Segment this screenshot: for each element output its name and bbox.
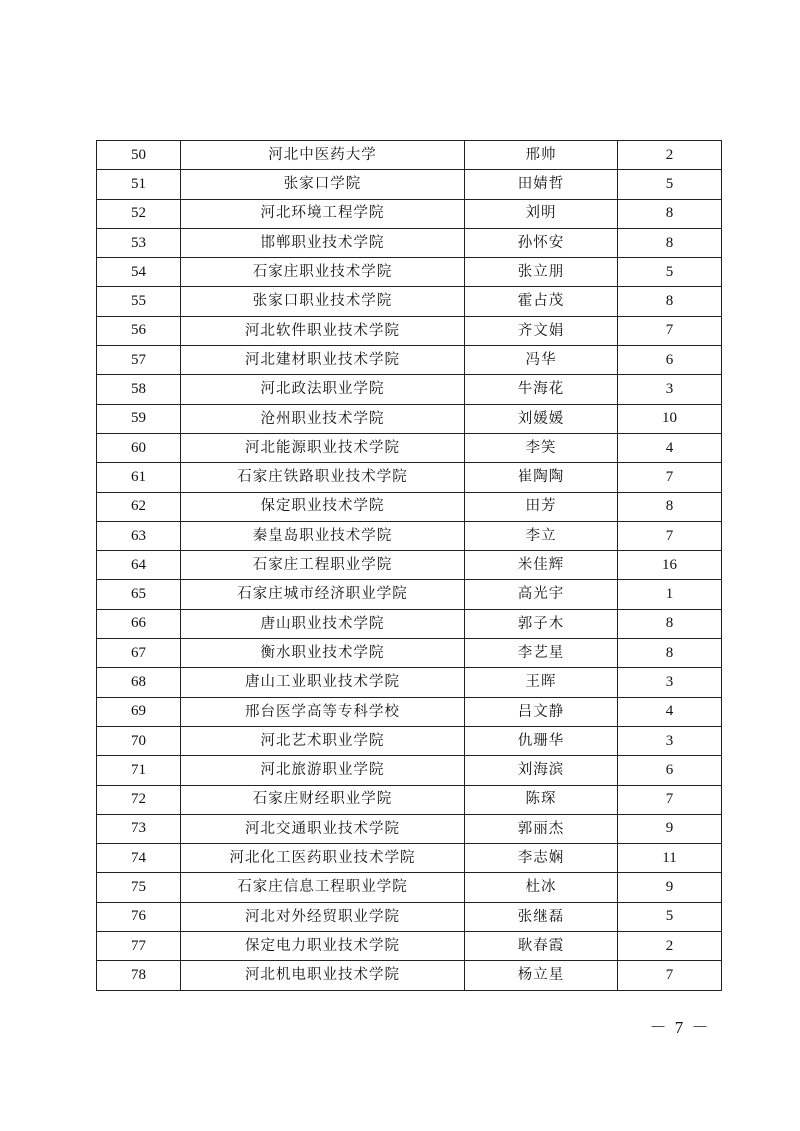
- row-number-cell: 51: [97, 170, 181, 199]
- row-number-cell: 67: [97, 639, 181, 668]
- school-name-cell: 河北政法职业学院: [181, 375, 465, 404]
- row-number-cell: 50: [97, 141, 181, 170]
- school-name-cell: 河北中医药大学: [181, 141, 465, 170]
- contact-person-cell: 杨立星: [465, 961, 618, 990]
- table-row: [97, 932, 722, 961]
- table-row: [97, 258, 722, 287]
- school-name-cell: 河北环境工程学院: [181, 199, 465, 228]
- count-cell: 11: [618, 844, 722, 873]
- table-row: [97, 902, 722, 931]
- row-number-cell: 64: [97, 551, 181, 580]
- count-cell: 6: [618, 756, 722, 785]
- contact-person-cell: 田婧哲: [465, 170, 618, 199]
- contact-person-cell: 李立: [465, 521, 618, 550]
- school-name-cell: 河北化工医药职业技术学院: [181, 844, 465, 873]
- school-name-cell: 河北艺术职业学院: [181, 726, 465, 755]
- row-number-cell: 74: [97, 844, 181, 873]
- contact-person-cell: 李笑: [465, 433, 618, 462]
- row-number-cell: 77: [97, 932, 181, 961]
- row-number-cell: 69: [97, 697, 181, 726]
- count-cell: 5: [618, 258, 722, 287]
- row-number-cell: 70: [97, 726, 181, 755]
- table-row: [97, 668, 722, 697]
- count-cell: 4: [618, 433, 722, 462]
- contact-person-cell: 耿春霞: [465, 932, 618, 961]
- row-number-cell: 62: [97, 492, 181, 521]
- row-number-cell: 59: [97, 404, 181, 433]
- school-name-cell: 唐山工业职业技术学院: [181, 668, 465, 697]
- table-row: [97, 814, 722, 843]
- contact-person-cell: 郭丽杰: [465, 814, 618, 843]
- row-number-cell: 57: [97, 346, 181, 375]
- table-row: [97, 170, 722, 199]
- school-name-cell: 邯郸职业技术学院: [181, 228, 465, 257]
- row-number-cell: 53: [97, 228, 181, 257]
- table-row: [97, 551, 722, 580]
- contact-person-cell: 张继磊: [465, 902, 618, 931]
- table-row: [97, 961, 722, 990]
- count-cell: 2: [618, 141, 722, 170]
- contact-person-cell: 孙怀安: [465, 228, 618, 257]
- contact-person-cell: 刘明: [465, 199, 618, 228]
- count-cell: 1: [618, 580, 722, 609]
- contact-person-cell: 齐文娟: [465, 316, 618, 345]
- table-row: [97, 756, 722, 785]
- count-cell: 3: [618, 375, 722, 404]
- school-name-cell: 秦皇岛职业技术学院: [181, 521, 465, 550]
- row-number-cell: 71: [97, 756, 181, 785]
- school-name-cell: 河北旅游职业学院: [181, 756, 465, 785]
- contact-person-cell: 牛海花: [465, 375, 618, 404]
- table-row: [97, 375, 722, 404]
- row-number-cell: 52: [97, 199, 181, 228]
- count-cell: 3: [618, 668, 722, 697]
- school-name-cell: 河北能源职业技术学院: [181, 433, 465, 462]
- table-row: [97, 492, 722, 521]
- table-row: [97, 199, 722, 228]
- school-name-cell: 衡水职业技术学院: [181, 639, 465, 668]
- contact-person-cell: 李艺星: [465, 639, 618, 668]
- row-number-cell: 65: [97, 580, 181, 609]
- table-row: [97, 287, 722, 316]
- contact-person-cell: 李志娴: [465, 844, 618, 873]
- table-row: [97, 844, 722, 873]
- row-number-cell: 60: [97, 433, 181, 462]
- row-number-cell: 55: [97, 287, 181, 316]
- row-number-cell: 73: [97, 814, 181, 843]
- count-cell: 3: [618, 726, 722, 755]
- contact-person-cell: 冯华: [465, 346, 618, 375]
- count-cell: 8: [618, 228, 722, 257]
- table-row: [97, 609, 722, 638]
- count-cell: 8: [618, 609, 722, 638]
- school-name-cell: 河北软件职业技术学院: [181, 316, 465, 345]
- school-name-cell: 石家庄职业技术学院: [181, 258, 465, 287]
- table-row: [97, 141, 722, 170]
- table-row: [97, 785, 722, 814]
- count-cell: 5: [618, 902, 722, 931]
- contact-person-cell: 崔陶陶: [465, 463, 618, 492]
- row-number-cell: 63: [97, 521, 181, 550]
- school-name-cell: 河北机电职业技术学院: [181, 961, 465, 990]
- count-cell: 9: [618, 873, 722, 902]
- count-cell: 16: [618, 551, 722, 580]
- school-name-cell: 唐山职业技术学院: [181, 609, 465, 638]
- contact-person-cell: 刘媛媛: [465, 404, 618, 433]
- table-row: [97, 697, 722, 726]
- school-name-cell: 张家口职业技术学院: [181, 287, 465, 316]
- count-cell: 2: [618, 932, 722, 961]
- contact-person-cell: 张立朋: [465, 258, 618, 287]
- row-number-cell: 58: [97, 375, 181, 404]
- row-number-cell: 68: [97, 668, 181, 697]
- school-name-cell: 河北交通职业技术学院: [181, 814, 465, 843]
- count-cell: 8: [618, 492, 722, 521]
- school-name-cell: 石家庄城市经济职业学院: [181, 580, 465, 609]
- contact-person-cell: 吕文静: [465, 697, 618, 726]
- table-row: [97, 873, 722, 902]
- table-row: [97, 521, 722, 550]
- count-cell: 7: [618, 316, 722, 345]
- table-row: [97, 726, 722, 755]
- table-row: [97, 580, 722, 609]
- table-row: [97, 639, 722, 668]
- count-cell: 8: [618, 639, 722, 668]
- school-name-cell: 河北对外经贸职业学院: [181, 902, 465, 931]
- college-contact-table: [96, 140, 722, 991]
- table-body: [97, 141, 722, 991]
- contact-person-cell: 米佳辉: [465, 551, 618, 580]
- school-name-cell: 邢台医学高等专科学校: [181, 697, 465, 726]
- table-row: [97, 346, 722, 375]
- contact-person-cell: 高光宇: [465, 580, 618, 609]
- count-cell: 4: [618, 697, 722, 726]
- row-number-cell: 72: [97, 785, 181, 814]
- count-cell: 7: [618, 521, 722, 550]
- school-name-cell: 保定电力职业技术学院: [181, 932, 465, 961]
- count-cell: 8: [618, 199, 722, 228]
- school-name-cell: 石家庄铁路职业技术学院: [181, 463, 465, 492]
- school-name-cell: 保定职业技术学院: [181, 492, 465, 521]
- page-number: － 7 －: [649, 1018, 711, 1037]
- school-name-cell: 石家庄工程职业学院: [181, 551, 465, 580]
- count-cell: 5: [618, 170, 722, 199]
- school-name-cell: 张家口学院: [181, 170, 465, 199]
- count-cell: 10: [618, 404, 722, 433]
- table-row: [97, 404, 722, 433]
- row-number-cell: 54: [97, 258, 181, 287]
- table-row: [97, 463, 722, 492]
- count-cell: 7: [618, 463, 722, 492]
- school-name-cell: 沧州职业技术学院: [181, 404, 465, 433]
- count-cell: 7: [618, 785, 722, 814]
- contact-person-cell: 田芳: [465, 492, 618, 521]
- contact-person-cell: 王晖: [465, 668, 618, 697]
- contact-person-cell: 郭子木: [465, 609, 618, 638]
- table-row: [97, 316, 722, 345]
- table-row: [97, 228, 722, 257]
- row-number-cell: 76: [97, 902, 181, 931]
- row-number-cell: 75: [97, 873, 181, 902]
- contact-person-cell: 刘海滨: [465, 756, 618, 785]
- row-number-cell: 66: [97, 609, 181, 638]
- count-cell: 8: [618, 287, 722, 316]
- contact-person-cell: 仇珊华: [465, 726, 618, 755]
- table-row: [97, 433, 722, 462]
- contact-person-cell: 杜冰: [465, 873, 618, 902]
- count-cell: 7: [618, 961, 722, 990]
- contact-person-cell: 邢帅: [465, 141, 618, 170]
- school-name-cell: 石家庄信息工程职业学院: [181, 873, 465, 902]
- row-number-cell: 78: [97, 961, 181, 990]
- row-number-cell: 56: [97, 316, 181, 345]
- school-name-cell: 河北建材职业技术学院: [181, 346, 465, 375]
- school-name-cell: 石家庄财经职业学院: [181, 785, 465, 814]
- contact-person-cell: 霍占茂: [465, 287, 618, 316]
- count-cell: 9: [618, 814, 722, 843]
- row-number-cell: 61: [97, 463, 181, 492]
- count-cell: 6: [618, 346, 722, 375]
- contact-person-cell: 陈琛: [465, 785, 618, 814]
